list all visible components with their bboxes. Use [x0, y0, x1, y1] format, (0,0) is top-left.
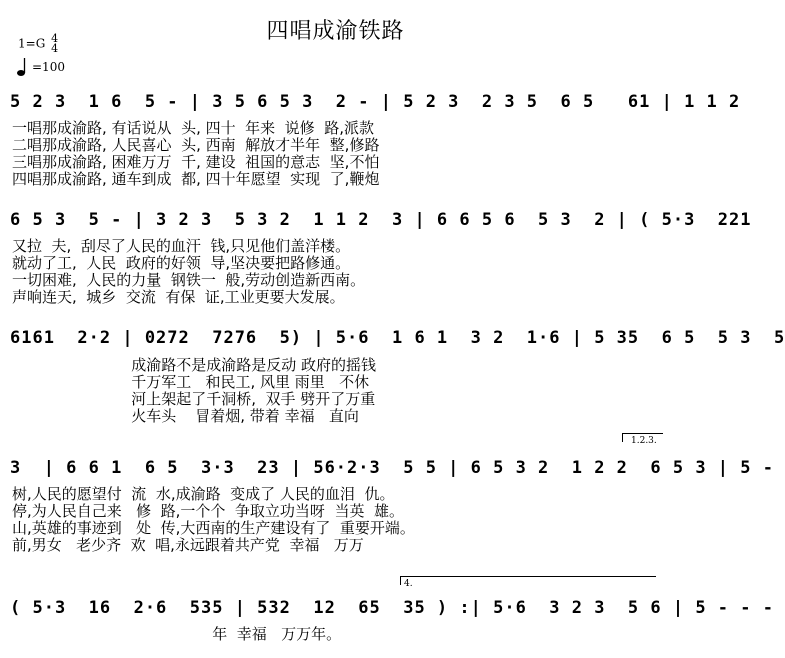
lyric-line: 成渝路不是成渝路是反动 政府的摇钱 — [12, 356, 376, 374]
key-signature — [18, 34, 58, 54]
quarter-note-icon — [17, 57, 27, 77]
lyric-line: 千万军工 和民工, 风里 雨里 不休 — [12, 373, 370, 391]
time-bottom: 4 — [51, 42, 59, 55]
lyric-line: 声响连天, 城乡 交流 有保 证,工业更要大发展。 — [12, 288, 345, 306]
lyric-line: 年 幸福 万万年。 — [12, 625, 342, 643]
lyric-line: 就动了工, 人民 政府的好领 导,坚决要把路修通。 — [12, 254, 351, 272]
notation-line-1: 5 2 3 1 6 5 - | 3 5 6 5 3 2 - | 5 2 3 2 3 5 6 5 61 | 1 1 2 — [10, 92, 741, 112]
time-signature — [51, 34, 58, 54]
lyric-line: 河上架起了千洞桥, 双手 劈开了万重 — [12, 390, 376, 408]
volta-label: 1.2.3. — [631, 436, 657, 446]
notation-line-5: ( 5·3 16 2·6 535 | 532 12 65 35 ) :| 5·6 3 2 3 5 6 | 5 - - - — [10, 598, 774, 618]
tempo-marking: =100 — [32, 60, 65, 74]
lyric-line: 四唱那成渝路, 通车到成 都, 四十年愿望 实现 了,鞭炮 — [12, 170, 380, 188]
volta-label: 4. — [404, 579, 413, 589]
song-title: 四唱成渝铁路 — [266, 19, 405, 44]
notation-line-4: 3 | 6 6 1 6 5 3·3 23 | 56·2·3 5 5 | 6 5 3 2 1 2 2 6 5 3 | 5 - — [10, 458, 774, 478]
lyric-line: 一唱那成渝路, 有话说从 头, 四十 年来 说修 路,派款 — [12, 119, 374, 137]
lyric-line: 二唱那成渝路, 人民喜心 头, 西南 解放才半年 整,修路 — [12, 136, 380, 154]
key-text: 1=G — [18, 36, 46, 51]
lyric-line: 三唱那成渝路, 困难万万 千, 建设 祖国的意志 坚,不怕 — [12, 153, 380, 171]
notation-line-3: 6161 2·2 | 0272 7276 5) | 5·6 1 6 1 3 2 1·6 | 5 35 6 5 5 3 5 — [10, 328, 785, 348]
lyric-line: 山,英雄的事迹到 处 传,大西南的生产建设有了 重要开端。 — [12, 519, 415, 537]
lyric-line: 树,人民的愿望付 流 水,成渝路 变成了 人民的血泪 仇。 — [12, 485, 395, 503]
time-top: 4 — [51, 32, 59, 45]
lyric-line: 又拉 夫, 刮尽了人民的血汗 钱,只见他们盖洋楼。 — [12, 237, 351, 255]
lyric-line: 火车头 冒着烟, 带着 幸福 直向 — [12, 407, 359, 425]
lyric-line: 一切困难, 人民的力量 钢铁一 般,劳动创造新西南。 — [12, 271, 366, 289]
lyric-line: 停,为人民自己来 修 路,一个个 争取立功当呀 当英 雄。 — [12, 502, 404, 520]
notation-line-2: 6 5 3 5 - | 3 2 3 5 3 2 1 1 2 3 | 6 6 5 6 5 3 2 | ( 5·3 221 — [10, 210, 752, 230]
lyric-line: 前,男女 老少齐 欢 唱,永远跟着共产党 幸福 万万 — [12, 536, 364, 554]
volta-bracket — [400, 576, 656, 585]
